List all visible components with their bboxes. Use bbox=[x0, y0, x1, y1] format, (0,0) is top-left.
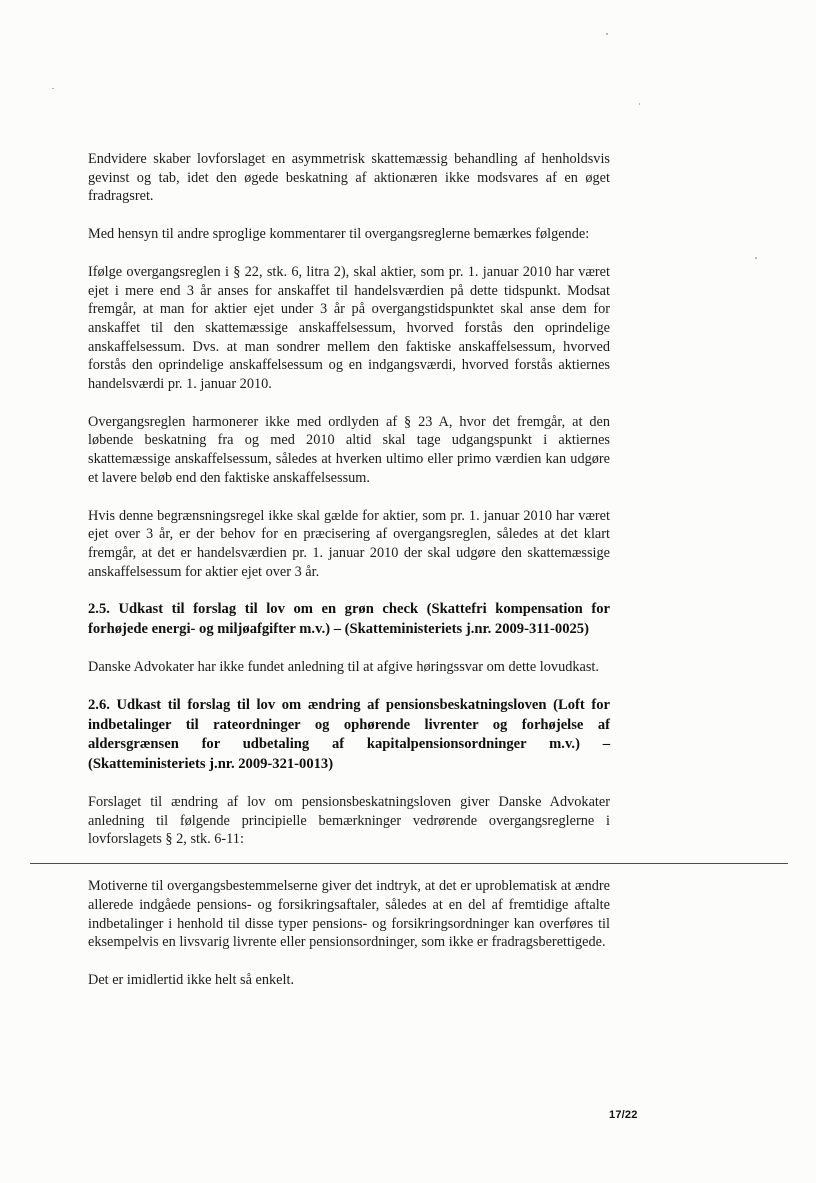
paragraph: Med hensyn til andre sproglige kommentarer til overgangsreglerne bemærkes følgende: bbox=[88, 226, 590, 243]
paragraph: Forslaget til ændring af lov om pensionsbeskatningsloven giver Danske Advokater anledning til følgende principielle bemærkninger vedrørende overgangsreglerne i lovforslagets § 2, stk. 6-11: bbox=[88, 794, 610, 848]
page-separator-line bbox=[30, 863, 788, 864]
paragraph: Endvidere skaber lovforslaget en asymmetrisk skattemæssig behandling af henholdsvis gevinst og tab, idet den øgede beskatning af aktionæren ikke modsvares af en øget fradragsret. bbox=[88, 151, 610, 205]
scan-artifact bbox=[639, 103, 640, 105]
section-heading-2-6: 2.6. Udkast til forslag til lov om ændring af pensionsbeskatningsloven (Loft for indbetalinger til rateordninger og ophørende livrenter og forhøjelse af aldersgrænsen for udbetaling af kapitalpensionsordninger m.v.) – (Skatteministeriets j.nr. 2009-321-0013) bbox=[88, 697, 610, 772]
paragraph: Det er imidlertid ikke helt så enkelt. bbox=[88, 971, 295, 988]
scan-artifact bbox=[606, 33, 608, 35]
paragraph: Overgangsreglen harmonerer ikke med ordlyden af § 23 A, hvor det fremgår, at den løbende beskatning fra og med 2010 altid skal tage udgangspunkt i aktiernes skattemæssige anskaffelsessum, således at hverken ultimo eller primo værdien kan udgøre et lavere beløb end den faktiske anskaffelsessum. bbox=[88, 413, 610, 486]
paragraph: Hvis denne begrænsningsregel ikke skal gælde for aktier, som pr. 1. januar 2010 har været ejet over 3 år, er der behov for en præcisering af overgangsreglen, således at det klart fremgår, at det er handelsværdien pr. 1. januar 2010 der skal udgøre den skattemæssige anskaffelsessum for aktier ejet over 3 år. bbox=[88, 507, 610, 580]
document-body bbox=[88, 150, 610, 1009]
paragraph: Danske Advokater har ikke fundet anledning til at afgive høringssvar om dette lovudkast. bbox=[88, 659, 599, 676]
paragraph: Motiverne til overgangsbestemmelserne giver det indtryk, at det er uproblematisk at ændre allerede indgåede pensions- og forsikringsaftaler, således at en del af fremtidige aftalte indbetalinger i henhold til disse typer pensions- og forsikringsordninger kan overføres til eksempelvis en livsvarig livrente eller pensionsordninger, som ikke er fradragsberettigede. bbox=[88, 878, 610, 951]
scan-artifact bbox=[755, 257, 757, 259]
page-number: 17/22 bbox=[609, 1109, 638, 1121]
section-heading-2-5: 2.5. Udkast til forslag til lov om en grøn check (Skattefri kompensation for forhøjede energi- og miljøafgifter m.v.) – (Skatteministeriets j.nr. 2009-311-0025) bbox=[88, 601, 610, 637]
scan-artifact bbox=[52, 88, 54, 89]
paragraph: Ifølge overgangsreglen i § 22, stk. 6, litra 2), skal aktier, som pr. 1. januar 2010 har været ejet i mere end 3 år anses for anskaffet til handelsværdien på dette tidspunkt. Modsat fremgår, at man for aktier ejet under 3 år på overgangstidspunktet skal anse dem for anskaffet til den skattemæssige anskaffelsessum, hvorved forstås den oprindelige anskaffelsessum. Dvs. at man sondrer mellem den faktiske anskaffelsessum, hvorved forstås den oprindelige anskaffelsessum og en indgangsværdi, hvorved forstås aktiernes handelsværdi pr. 1. januar 2010. bbox=[88, 263, 610, 393]
